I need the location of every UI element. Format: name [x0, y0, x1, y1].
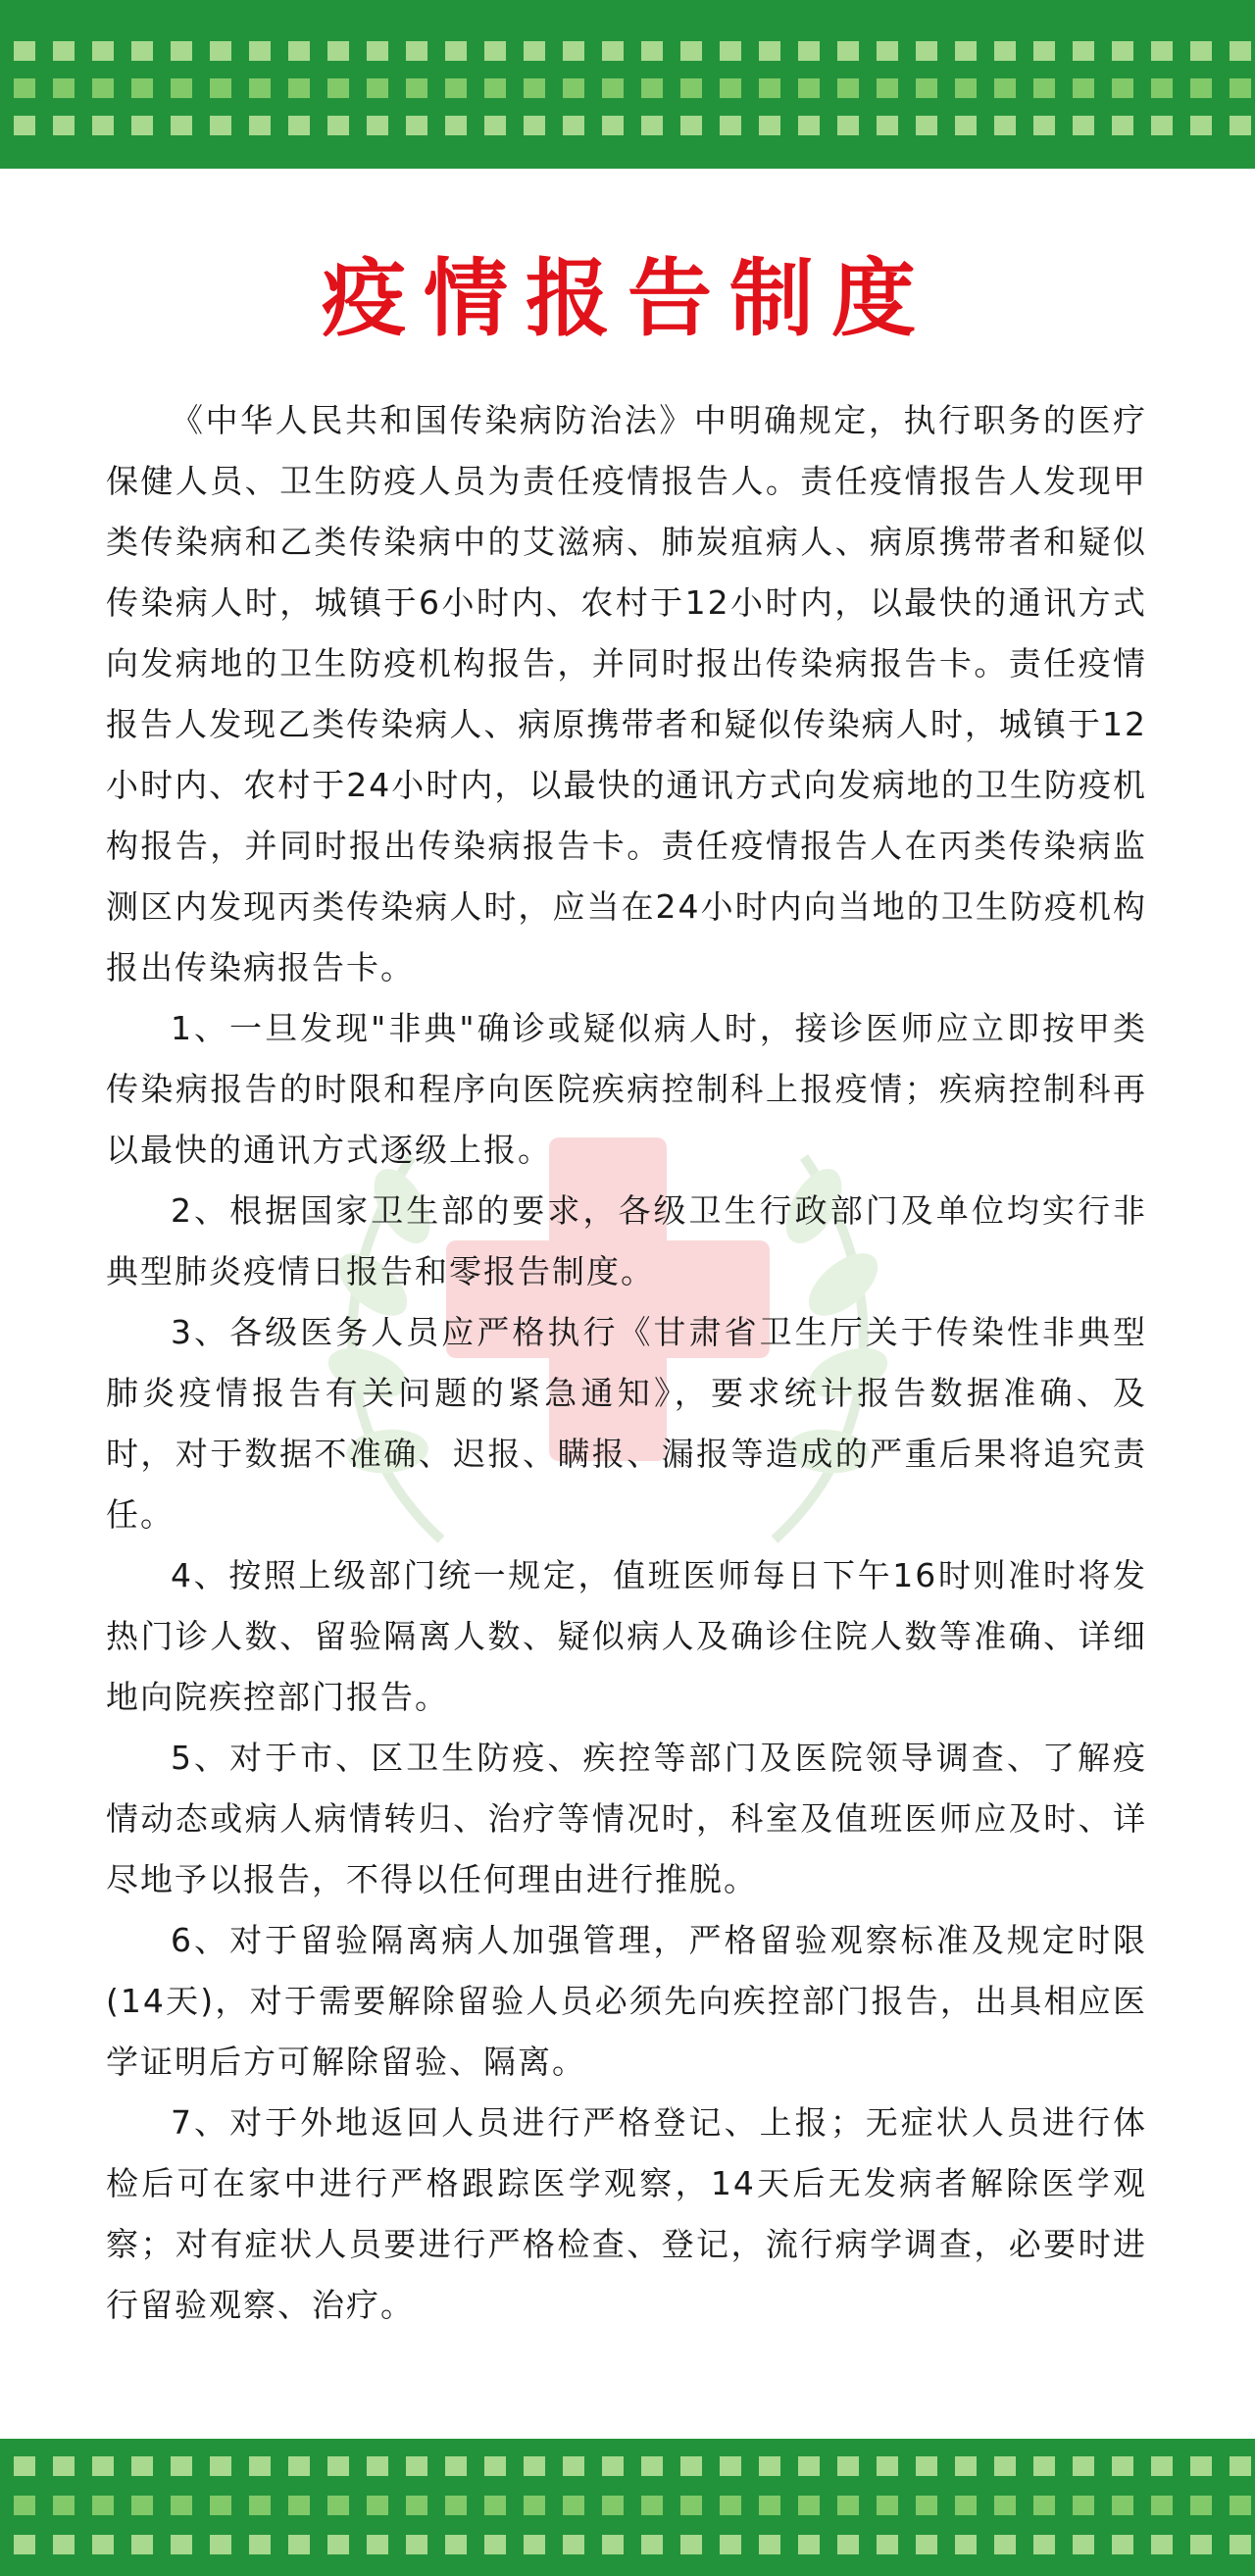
- band-square: [955, 116, 977, 135]
- band-square: [406, 116, 427, 135]
- band-square: [92, 2535, 114, 2554]
- band-square: [210, 2456, 231, 2476]
- band-square: [1073, 116, 1094, 135]
- top-decorative-band: [0, 0, 1255, 169]
- band-square: [563, 2456, 584, 2476]
- band-square: [171, 78, 192, 98]
- band-square: [484, 2535, 506, 2554]
- band-square: [877, 78, 898, 98]
- band-square: [837, 2496, 859, 2515]
- band-square: [210, 41, 231, 61]
- band-square: [1073, 78, 1094, 98]
- band-square: [1190, 2496, 1212, 2515]
- band-square: [759, 41, 780, 61]
- band-square: [1112, 78, 1133, 98]
- band-square: [602, 2535, 624, 2554]
- band-square: [602, 116, 624, 135]
- paragraph-item-2: 2、根据国家卫生部的要求，各级卫生行政部门及单位均实行非典型肺炎疫情日报告和零报告制度。: [106, 1191, 1147, 1290]
- band-square: [798, 2496, 820, 2515]
- band-square: [327, 2496, 349, 2515]
- band-square: [1073, 2496, 1094, 2515]
- band-square: [1190, 41, 1212, 61]
- band-square: [445, 116, 467, 135]
- band-square: [877, 2535, 898, 2554]
- band-square: [994, 2535, 1016, 2554]
- band-square: [406, 2535, 427, 2554]
- band-square: [877, 2496, 898, 2515]
- band-square: [641, 2496, 663, 2515]
- paragraph-item-6: 6、对于留验隔离病人加强管理，严格留验观察标准及规定时限(14天)，对于需要解除留验人员必须先向疾控部门报告，出具相应医学证明后方可解除留验、隔离。: [106, 1921, 1147, 2081]
- band-square: [53, 2496, 75, 2515]
- band-square: [680, 2496, 702, 2515]
- band-square: [1190, 2456, 1212, 2476]
- band-square: [445, 41, 467, 61]
- band-row: [0, 78, 1255, 98]
- band-square: [994, 2496, 1016, 2515]
- band-square: [327, 116, 349, 135]
- band-square: [1151, 2535, 1173, 2554]
- band-square: [249, 2456, 271, 2476]
- document-body: [106, 390, 1147, 2336]
- band-square: [406, 2456, 427, 2476]
- band-square: [916, 2456, 937, 2476]
- band-square: [14, 41, 35, 61]
- band-square: [680, 2535, 702, 2554]
- band-square: [563, 2535, 584, 2554]
- band-square: [171, 41, 192, 61]
- band-square: [249, 2496, 271, 2515]
- band-square: [249, 116, 271, 135]
- band-square: [53, 2535, 75, 2554]
- band-square: [131, 2535, 153, 2554]
- band-square: [524, 2535, 545, 2554]
- band-square: [680, 41, 702, 61]
- band-square: [171, 116, 192, 135]
- band-square: [445, 2535, 467, 2554]
- band-square: [837, 78, 859, 98]
- band-square: [720, 78, 741, 98]
- band-square: [955, 2496, 977, 2515]
- band-square: [445, 2496, 467, 2515]
- band-square: [484, 2496, 506, 2515]
- band-square: [171, 2496, 192, 2515]
- band-square: [406, 41, 427, 61]
- band-square: [680, 2456, 702, 2476]
- band-square: [1112, 2496, 1133, 2515]
- band-square: [916, 2535, 937, 2554]
- band-square: [563, 116, 584, 135]
- band-square: [210, 116, 231, 135]
- band-square: [1190, 116, 1212, 135]
- band-square: [1073, 41, 1094, 61]
- band-square: [131, 2456, 153, 2476]
- band-square: [1033, 41, 1055, 61]
- band-square: [14, 116, 35, 135]
- band-square: [916, 41, 937, 61]
- band-square: [680, 116, 702, 135]
- band-square: [1190, 2535, 1212, 2554]
- band-square: [641, 116, 663, 135]
- band-square: [759, 2496, 780, 2515]
- paragraph-item-3: 3、各级医务人员应严格执行《甘肃省卫生厅关于传染性非典型肺炎疫情报告有关问题的紧急通知》，要求统计报告数据准确、及时，对于数据不准确、迟报、瞒报、漏报等造成的严重后果将追究责任。: [106, 1313, 1147, 1534]
- band-square: [92, 116, 114, 135]
- band-square: [327, 2456, 349, 2476]
- band-square: [1033, 2535, 1055, 2554]
- band-square: [288, 2456, 310, 2476]
- band-square: [916, 78, 937, 98]
- band-square: [367, 116, 388, 135]
- band-square: [1073, 2456, 1094, 2476]
- band-square: [367, 2496, 388, 2515]
- band-square: [994, 78, 1016, 98]
- bottom-decorative-band: [0, 2439, 1255, 2576]
- band-square: [14, 78, 35, 98]
- band-square: [720, 2456, 741, 2476]
- band-square: [53, 2456, 75, 2476]
- band-square: [720, 2496, 741, 2515]
- band-square: [877, 41, 898, 61]
- band-square: [367, 78, 388, 98]
- band-square: [759, 116, 780, 135]
- band-square: [798, 41, 820, 61]
- band-square: [759, 78, 780, 98]
- band-square: [327, 41, 349, 61]
- band-square: [171, 2456, 192, 2476]
- page-title: 疫情报告制度: [322, 250, 933, 348]
- band-square: [1230, 2496, 1251, 2515]
- band-square: [1033, 116, 1055, 135]
- band-square: [877, 2456, 898, 2476]
- band-square: [837, 116, 859, 135]
- band-square: [210, 2535, 231, 2554]
- band-square: [171, 2535, 192, 2554]
- band-square: [994, 41, 1016, 61]
- band-square: [1033, 2456, 1055, 2476]
- band-square: [249, 41, 271, 61]
- paragraph-item-4: 4、按照上级部门统一规定，值班医师每日下午16时则准时将发热门诊人数、留验隔离人数、疑似病人及确诊住院人数等准确、详细地向院疾控部门报告。: [106, 1556, 1147, 1716]
- band-square: [602, 78, 624, 98]
- band-square: [14, 2535, 35, 2554]
- band-square: [1190, 78, 1212, 98]
- band-square: [720, 116, 741, 135]
- band-row: [0, 2535, 1255, 2554]
- band-square: [484, 2456, 506, 2476]
- band-square: [1151, 78, 1173, 98]
- band-square: [249, 78, 271, 98]
- band-square: [955, 78, 977, 98]
- band-square: [1230, 41, 1251, 61]
- band-square: [877, 116, 898, 135]
- band-square: [955, 2535, 977, 2554]
- band-square: [484, 116, 506, 135]
- band-square: [680, 78, 702, 98]
- paragraph-item-7: 7、对于外地返回人员进行严格登记、上报；无症状人员进行体检后可在家中进行严格跟踪医学观察，14天后无发病者解除医学观察；对有症状人员要进行严格检查、登记，流行病学调查，必要时进行留验观察、治疗。: [106, 2103, 1147, 2324]
- band-square: [524, 78, 545, 98]
- band-square: [131, 78, 153, 98]
- band-square: [524, 41, 545, 61]
- band-square: [1112, 116, 1133, 135]
- band-square: [1230, 78, 1251, 98]
- band-square: [1112, 2456, 1133, 2476]
- band-row: [0, 116, 1255, 135]
- band-square: [994, 116, 1016, 135]
- band-square: [916, 116, 937, 135]
- band-square: [406, 2496, 427, 2515]
- band-square: [641, 78, 663, 98]
- band-square: [916, 2496, 937, 2515]
- band-square: [327, 2535, 349, 2554]
- band-square: [1151, 2456, 1173, 2476]
- band-square: [92, 41, 114, 61]
- band-square: [1112, 41, 1133, 61]
- band-square: [92, 2456, 114, 2476]
- band-square: [798, 116, 820, 135]
- band-square: [210, 2496, 231, 2515]
- band-square: [484, 78, 506, 98]
- band-square: [955, 41, 977, 61]
- band-square: [53, 116, 75, 135]
- paragraph-item-1: 1、一旦发现"非典"确诊或疑似病人时，接诊医师应立即按甲类传染病报告的时限和程序向医院疾病控制科上报疫情；疾病控制科再以最快的通讯方式逐级上报。: [106, 1009, 1147, 1169]
- band-square: [131, 116, 153, 135]
- band-square: [327, 78, 349, 98]
- band-square: [92, 78, 114, 98]
- band-square: [14, 2456, 35, 2476]
- band-square: [641, 41, 663, 61]
- band-square: [288, 2496, 310, 2515]
- band-square: [367, 2535, 388, 2554]
- band-square: [367, 41, 388, 61]
- band-square: [837, 2456, 859, 2476]
- paragraph-item-5: 5、对于市、区卫生防疫、疾控等部门及医院领导调查、了解疫情动态或病人病情转归、治疗等情况时，科室及值班医师应及时、详尽地予以报告，不得以任何理由进行推脱。: [106, 1739, 1147, 1898]
- band-square: [92, 2496, 114, 2515]
- band-square: [367, 2456, 388, 2476]
- band-square: [524, 2456, 545, 2476]
- band-square: [563, 78, 584, 98]
- band-square: [798, 2535, 820, 2554]
- band-square: [1033, 2496, 1055, 2515]
- band-square: [837, 2535, 859, 2554]
- band-square: [131, 41, 153, 61]
- band-square: [1073, 2535, 1094, 2554]
- band-square: [759, 2535, 780, 2554]
- band-square: [1230, 116, 1251, 135]
- band-square: [210, 78, 231, 98]
- band-square: [641, 2535, 663, 2554]
- band-square: [798, 78, 820, 98]
- band-square: [131, 2496, 153, 2515]
- band-row: [0, 2496, 1255, 2515]
- band-square: [445, 78, 467, 98]
- band-square: [602, 41, 624, 61]
- band-square: [14, 2496, 35, 2515]
- band-square: [524, 2496, 545, 2515]
- band-square: [249, 2535, 271, 2554]
- band-square: [720, 41, 741, 61]
- band-square: [1151, 2496, 1173, 2515]
- band-square: [759, 2456, 780, 2476]
- band-square: [288, 2535, 310, 2554]
- band-square: [288, 78, 310, 98]
- band-square: [1230, 2456, 1251, 2476]
- band-square: [1112, 2535, 1133, 2554]
- band-row: [0, 41, 1255, 61]
- paragraph-intro: 《中华人民共和国传染病防治法》中明确规定，执行职务的医疗保健人员、卫生防疫人员为责任疫情报告人。责任疫情报告人发现甲类传染病和乙类传染病中的艾滋病、肺炭疽病人、病原携带者和疑似传染病人时，城镇于6小时内、农村于12小时内，以最快的通讯方式向发病地的卫生防疫机构报告，并同时报出传染病报告卡。责任疫情报告人发现乙类传染病人、病原携带者和疑似传染病人时，城镇于12小时内、农村于24小时内，以最快的通讯方式向发病地的卫生防疫机构报告，并同时报出传染病报告卡。责任疫情报告人在丙类传染病监测区内发现丙类传染病人时，应当在24小时内向当地的卫生防疫机构报出传染病报告卡。: [106, 401, 1147, 986]
- band-square: [524, 116, 545, 135]
- band-square: [445, 2456, 467, 2476]
- band-square: [1033, 78, 1055, 98]
- band-square: [955, 2456, 977, 2476]
- band-square: [563, 41, 584, 61]
- band-row: [0, 2456, 1255, 2476]
- band-square: [720, 2535, 741, 2554]
- band-square: [484, 41, 506, 61]
- band-square: [53, 78, 75, 98]
- band-square: [1230, 2535, 1251, 2554]
- band-square: [288, 41, 310, 61]
- band-square: [406, 78, 427, 98]
- band-square: [1151, 41, 1173, 61]
- band-square: [288, 116, 310, 135]
- band-square: [53, 41, 75, 61]
- band-square: [798, 2456, 820, 2476]
- band-square: [602, 2456, 624, 2476]
- band-square: [837, 41, 859, 61]
- band-square: [641, 2456, 663, 2476]
- band-square: [994, 2456, 1016, 2476]
- band-square: [602, 2496, 624, 2515]
- band-square: [1151, 116, 1173, 135]
- band-square: [563, 2496, 584, 2515]
